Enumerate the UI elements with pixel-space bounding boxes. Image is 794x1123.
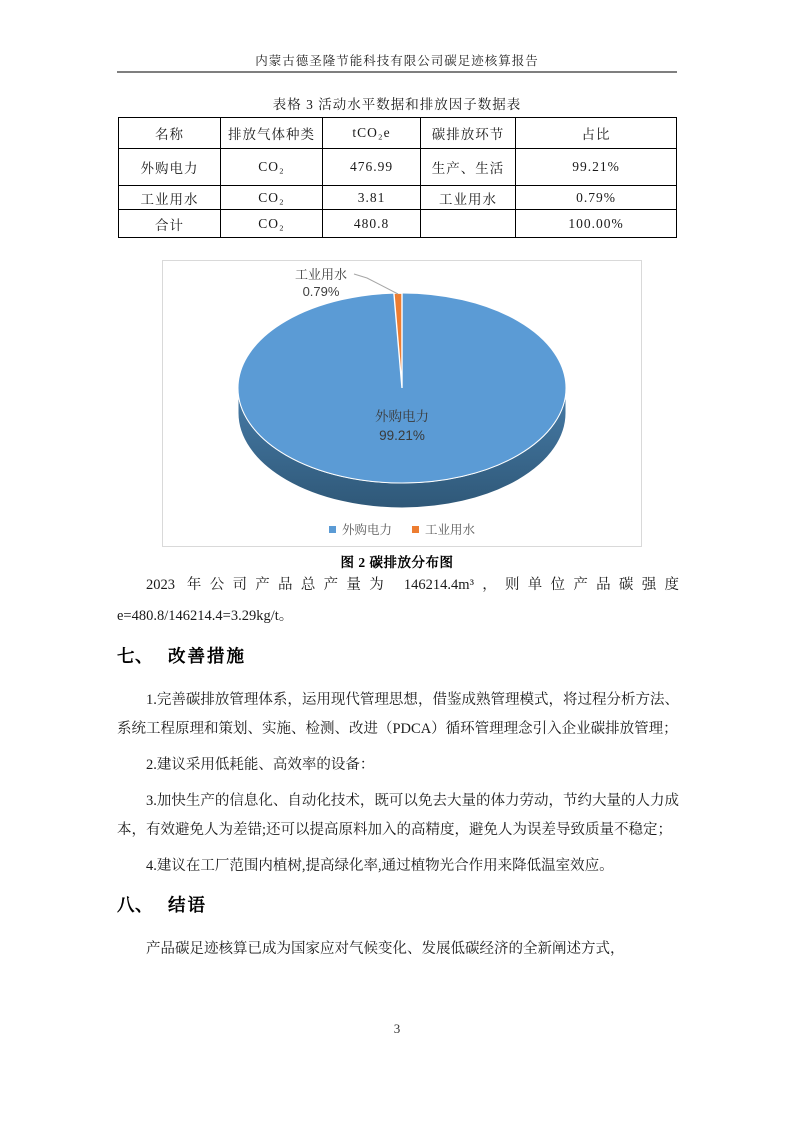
cell-name: 合计 xyxy=(119,210,221,238)
legend-label-water: 工业用水 xyxy=(425,523,476,537)
col-header-stage: 碳排放环节 xyxy=(421,118,516,149)
col-header-gas-type: 排放气体种类 xyxy=(221,118,323,149)
cell-stage: 生产、生活 xyxy=(421,149,516,186)
paragraph-production: 2023 年公司产品总产量为 146214.4m³，则单位产品碳强度 e=480.8/146214.4=3.29kg/t。 xyxy=(117,577,679,624)
col-header-share: 占比 xyxy=(516,118,677,149)
section-title: 改善措施 xyxy=(168,646,246,666)
header-divider xyxy=(117,71,677,73)
table-row-total xyxy=(119,210,677,238)
cell-stage: 工业用水 xyxy=(421,186,516,210)
pie-label-electricity-name: 外购电力 xyxy=(375,409,429,424)
cell-tco2e: 3.81 xyxy=(323,186,421,210)
legend-label-electricity: 外购电力 xyxy=(341,523,392,537)
cell-tco2e: 480.8 xyxy=(323,210,421,238)
section-heading-improvements xyxy=(117,645,679,667)
legend-item-electricity xyxy=(329,520,392,538)
section-heading-conclusion xyxy=(117,894,679,916)
improvement-item-3: 3.加快生产的信息化、自动化技术，既可以免去大量的体力劳动，节约大量的人力成本，有效避免人为差错;还可以提高原料加入的高精度，避免人为误差导致质量不稳定； xyxy=(117,793,679,838)
body-text xyxy=(117,570,679,964)
pie-label-water-value: 0.79% xyxy=(302,284,340,299)
improvement-item-1: 1.完善碳排放管理体系，运用现代管理思想，借鉴成熟管理模式，将过程分析方法、系统工程原理和策划、实施、检测、改进（PDCA）循环管理理念引入企业碳排放管理； xyxy=(117,692,679,737)
cell-gas: CO₂ xyxy=(221,186,323,210)
col-header-name: 名称 xyxy=(119,118,221,149)
cell-share: 0.79% xyxy=(516,186,677,210)
cell-name: 外购电力 xyxy=(119,149,221,186)
table-header-row xyxy=(119,118,677,149)
cell-gas: CO₂ xyxy=(221,149,323,186)
section-number: 七、 xyxy=(117,646,153,666)
cell-share: 100.00% xyxy=(516,210,677,238)
pie-label-electricity xyxy=(349,407,455,445)
page-number: 3 xyxy=(393,1021,401,1036)
improvement-item-2: 2.建议采用低耗能、高效率的设备： xyxy=(146,757,375,773)
cell-stage xyxy=(421,210,516,238)
section-title: 结语 xyxy=(168,895,207,915)
document-header-title: 内蒙古德圣隆节能科技有限公司碳足迹核算报告 xyxy=(255,54,539,68)
legend-swatch-blue-icon xyxy=(329,526,336,533)
pie-chart-container xyxy=(162,260,642,547)
legend-item-water xyxy=(412,520,475,538)
improvement-item-4: 4.建议在工厂范围内植树,提高绿化率,通过植物光合作用来降低温室效应。 xyxy=(146,858,614,874)
cell-tco2e: 476.99 xyxy=(323,149,421,186)
table-caption: 表格 3 活动水平数据和排放因子数据表 xyxy=(272,97,522,112)
section-number: 八、 xyxy=(117,895,153,915)
table-row xyxy=(119,149,677,186)
pie-label-water-name: 工业用水 xyxy=(294,267,347,282)
table-row xyxy=(119,186,677,210)
col-header-tco2e: tCO₂e xyxy=(323,118,421,149)
chart-caption: 图 2 碳排放分布图 xyxy=(340,555,454,570)
cell-gas: CO₂ xyxy=(221,210,323,238)
emission-data-table xyxy=(118,117,677,238)
pie-label-electricity-value: 99.21% xyxy=(379,428,425,443)
paragraph-conclusion: 产品碳足迹核算已成为国家应对气候变化、发展低碳经济的全新阐述方式， xyxy=(146,941,625,957)
cell-share: 99.21% xyxy=(516,149,677,186)
chart-legend xyxy=(163,520,641,538)
cell-name: 工业用水 xyxy=(119,186,221,210)
legend-swatch-orange-icon xyxy=(412,526,419,533)
pie-label-water xyxy=(281,266,361,300)
pie-chart-3d xyxy=(163,261,643,548)
